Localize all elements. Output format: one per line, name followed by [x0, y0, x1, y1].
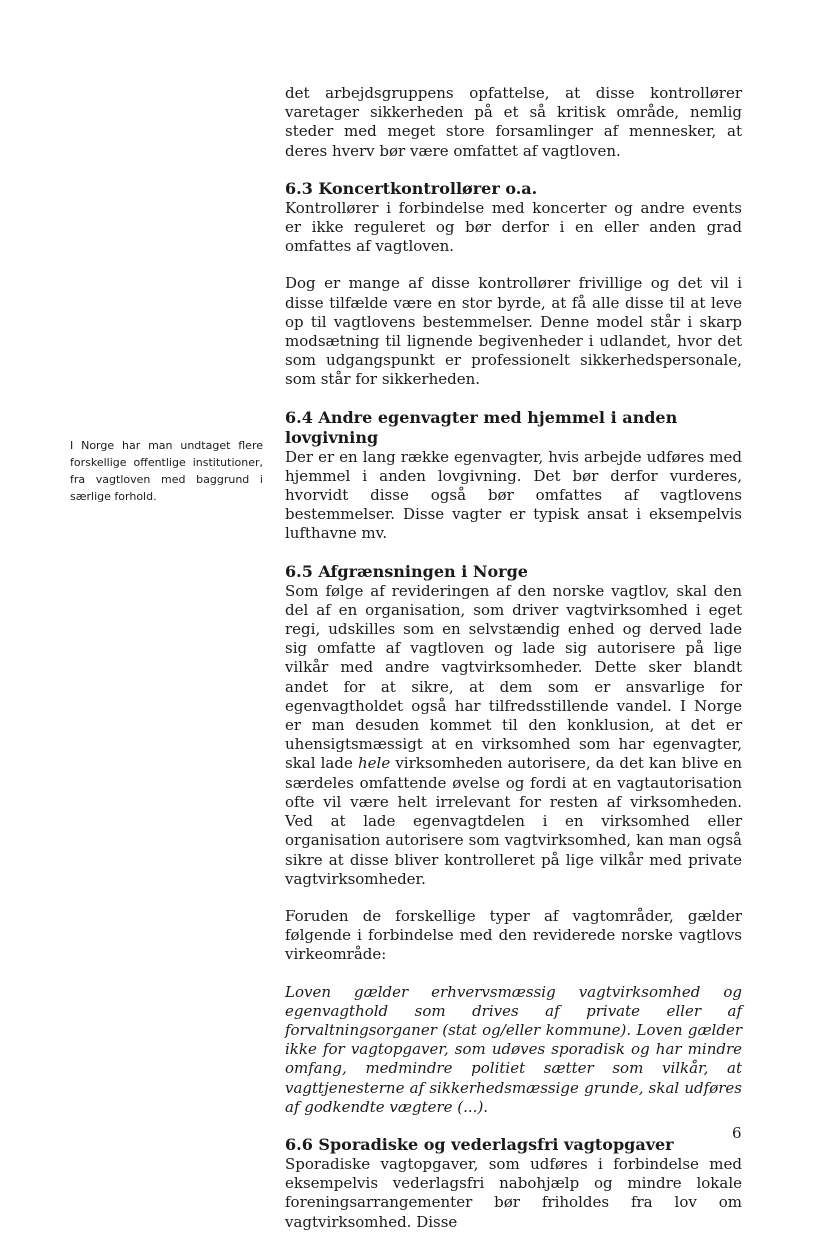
paragraph	[285, 582, 742, 889]
paragraph: Dog er mange af disse kontrollører frivillige og det vil i disse tilfælde være en stor byrde, at få alle disse til at leve op til vagtlovens bestemmelser. Denne model står i skarp modsætning til lignende begivenheder i udlandet, hvor det som udgangspunkt er professionelt sikkerhedspersonale, som står for sikkerheden.	[285, 274, 742, 389]
section-6-5	[285, 562, 742, 1117]
section-heading: 6.5 Afgrænsningen i Norge	[285, 561, 528, 581]
paragraph: Kontrollører i forbindelse med koncerter og andre events er ikke reguleret og bør derfor i en eller anden grad omfattes af vagtloven.	[285, 198, 742, 256]
text-span: virksomheden autorisere, da det kan blive en særdeles omfattende øvelse og fordi at en vagtautorisation ofte vil være helt irrelevant for resten af virksomheden. Ved at lade egenvagtdelen i en virksomhed eller organisation autorisere som vagtvirksomhed, kan man også sikre at disse bliver kontrolleret på lige vilkår med private vagtvirksomheder.	[285, 754, 742, 888]
section-6-4	[285, 408, 742, 544]
page-number: 6	[732, 1124, 742, 1142]
section-heading: 6.3 Koncertkontrollører o.a.	[285, 178, 538, 198]
main-text-column	[285, 84, 742, 1250]
margin-note: I Norge har man undtaget flere forskellige offentlige institutioner, fra vagtloven med baggrund i særlige forhold.	[70, 439, 263, 503]
intro-paragraph: det arbejdsgruppens opfattelse, at disse kontrollører varetager sikkerheden på et så kritisk område, nemlig steder med meget store forsamlinger af mennesker, at deres hverv bør være omfattet af vagtloven.	[285, 84, 742, 160]
emphasis: hele	[357, 754, 391, 773]
section-6-6	[285, 1135, 742, 1232]
paragraph: Der er en lang række egenvagter, hvis arbejde udføres med hjemmel i anden lovgivning. Det bør derfor vurderes, hvorvidt disse også bør omfattes af vagtlovens bestemmelser. Disse vagter er typisk ansat i eksempelvis lufthavne mv.	[285, 447, 742, 543]
paragraph: Sporadiske vagtopgaver, som udføres i forbindelse med eksempelvis vederlagsfri nabohjælp og mindre lokale foreningsarrangementer bør friholdes fra lov om vagtvirksomhed. Disse	[285, 1154, 742, 1231]
paragraph: Foruden de forskellige typer af vagtområder, gælder følgende i forbindelse med den reviderede norske vagtlovs virkeområde:	[285, 906, 742, 964]
section-6-3	[285, 179, 742, 390]
section-heading: 6.6 Sporadiske og vederlagsfri vagtopgaver	[285, 1134, 674, 1154]
text-span: Som følge af revideringen af den norske vagtlov, skal den del af en organisation, som driver vagtvirksomhed i eget regi, udskilles som en selvstændig enhed og derved lade sig omfatte af vagtloven og lade sig autorisere på lige vilkår med andre vagtvirksomheder. Dette sker blandt andet for at sikre, at dem som er ansvarlige for egenvagtholdet også har tilfredsstillende vandel. I Norge er man desuden kommet til den konklusion, at det er uhensigtsmæssigt at en virksomhed som har egenvagter, skal lade	[285, 581, 742, 773]
section-heading: 6.4 Andre egenvagter med hjemmel i anden lovgivning	[285, 407, 678, 447]
quoted-law-text: Loven gælder erhvervsmæssig vagtvirksomhed og egenvagthold som drives af private eller af forvaltningsorganer (stat og/eller kommune). Loven gælder ikke for vagtopgaver, som udøves sporadisk og har mindre omfang, medmindre politiet sætter som vilkår, at vagttjenesterne af sikkerhedsmæssige grunde, skal udføres af godkendte vægtere (...).	[285, 982, 742, 1116]
